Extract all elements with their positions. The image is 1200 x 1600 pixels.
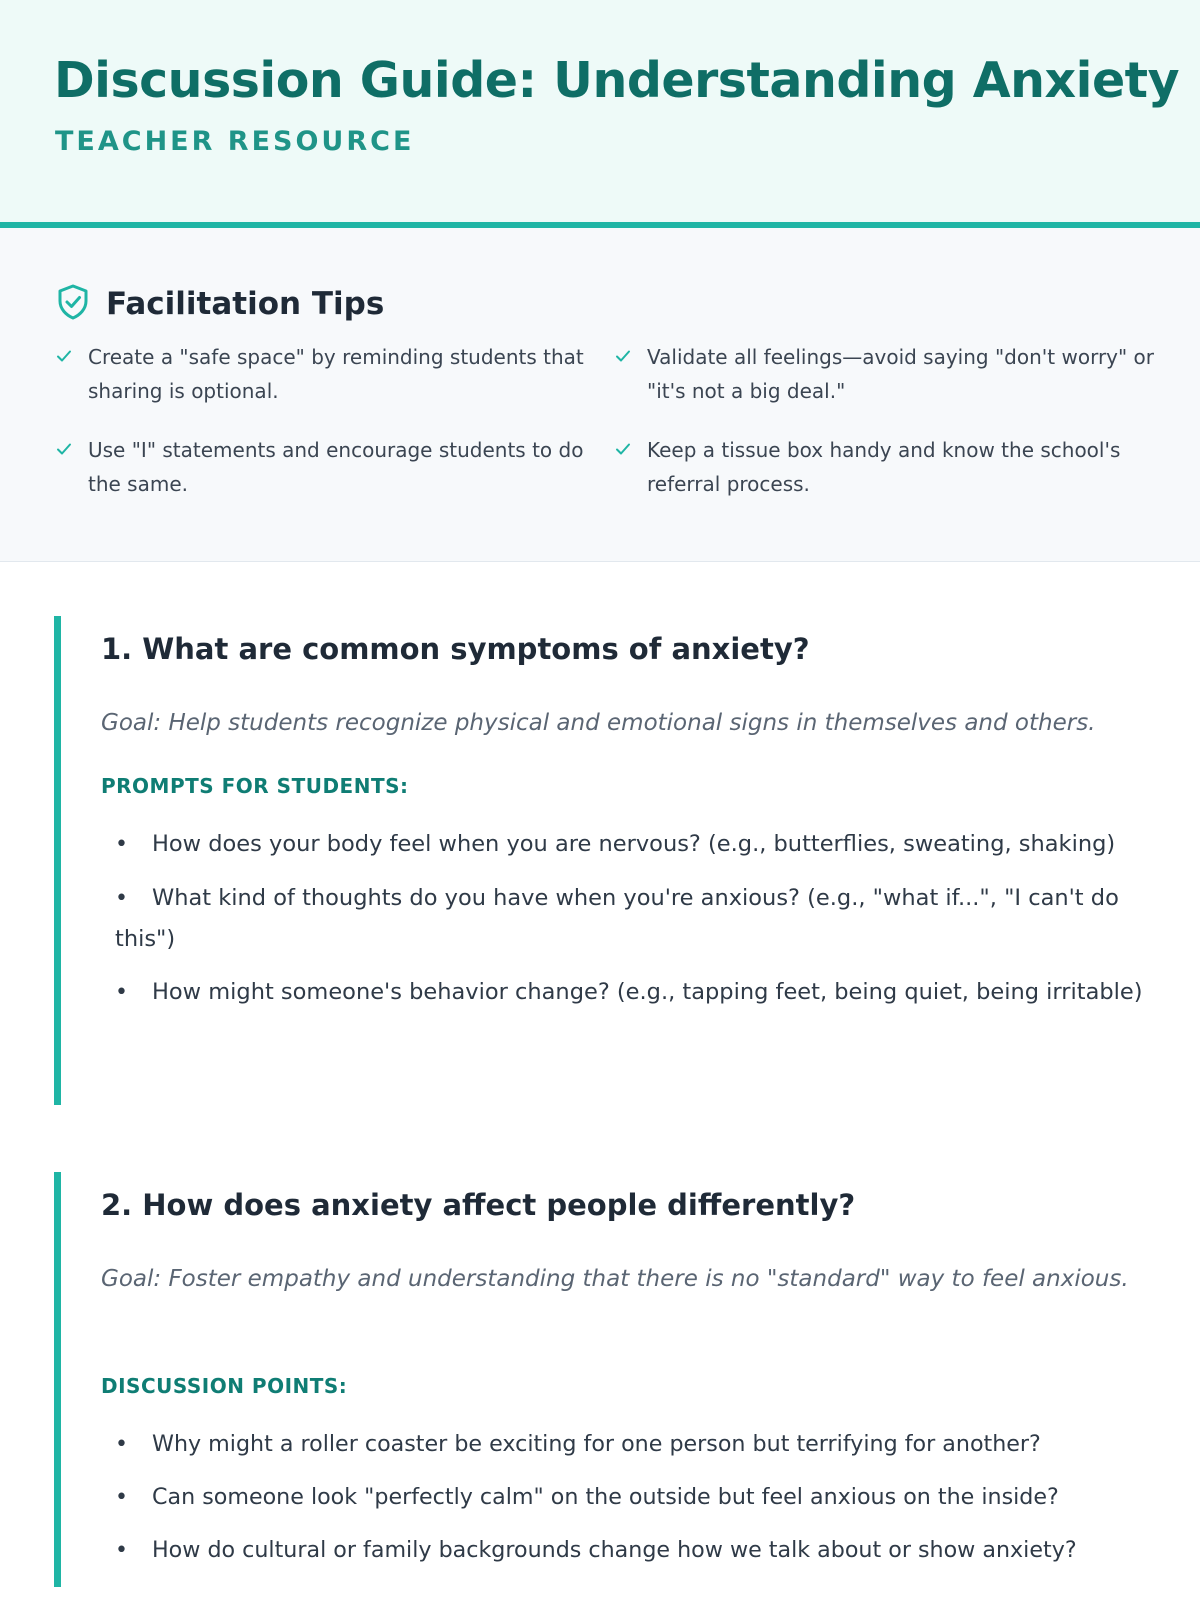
tip-text: Keep a tissue box handy and know the school's referral process. [647,438,1121,496]
tip-item [56,340,596,408]
prompts-label: PROMPTS FOR STUDENTS: [101,774,409,798]
list-item: • How might someone's behavior change? (e.g., tapping feet, being quiet, being irritable) [115,979,1143,1005]
list-item: • Can someone look "perfectly calm" on the outside but feel anxious on the inside? [115,1484,1059,1510]
list-item: • How do cultural or family backgrounds change how we talk about or show anxiety? [115,1537,1077,1563]
question-goal: Goal: Foster empathy and understanding that there is no "standard" way to feel anxious. [101,1266,1129,1292]
check-icon [56,442,74,456]
list-item: • How does your body feel when you are nervous? (e.g., butterflies, sweating, shaking) [115,831,1116,857]
tip-text: Validate all feelings—avoid saying "don't worry" or "it's not a big deal." [647,345,1155,403]
tips-title: Facilitation Tips [106,286,385,322]
check-icon [56,349,74,363]
tips-header [56,284,384,324]
tip-item [615,340,1155,408]
question-title: 1. What are common symptoms of anxiety? [101,632,810,666]
page-header [0,0,1200,228]
discussion-label: DISCUSSION POINTS: [101,1374,348,1398]
question-goal: Goal: Help students recognize physical and emotional signs in themselves and others. [101,710,1096,736]
check-icon [615,349,633,363]
facilitation-tips-panel [0,228,1200,562]
tip-text: Create a "safe space" by reminding students that sharing is optional. [88,345,584,403]
check-icon [615,442,633,456]
tip-text: Use "I" statements and encourage students to do the same. [88,438,584,496]
prompts-list [115,824,1165,1026]
list-item: • Why might a roller coaster be exciting for one person but terrifying for another? [115,1431,1041,1457]
tip-item [615,433,1155,501]
page-subtitle: TEACHER RESOURCE [55,126,415,157]
question-title: 2. How does anxiety affect people differently? [101,1188,856,1222]
page-title: Discussion Guide: Understanding Anxiety [54,52,1180,109]
tip-item [56,433,596,501]
question-section-1 [54,616,1154,1105]
question-section-2 [54,1172,1154,1587]
discussion-list [115,1424,1165,1583]
shield-check-icon [56,283,90,325]
list-item: • What kind of thoughts do you have when you're anxious? (e.g., "what if...", "I can't do this") [115,885,1119,952]
